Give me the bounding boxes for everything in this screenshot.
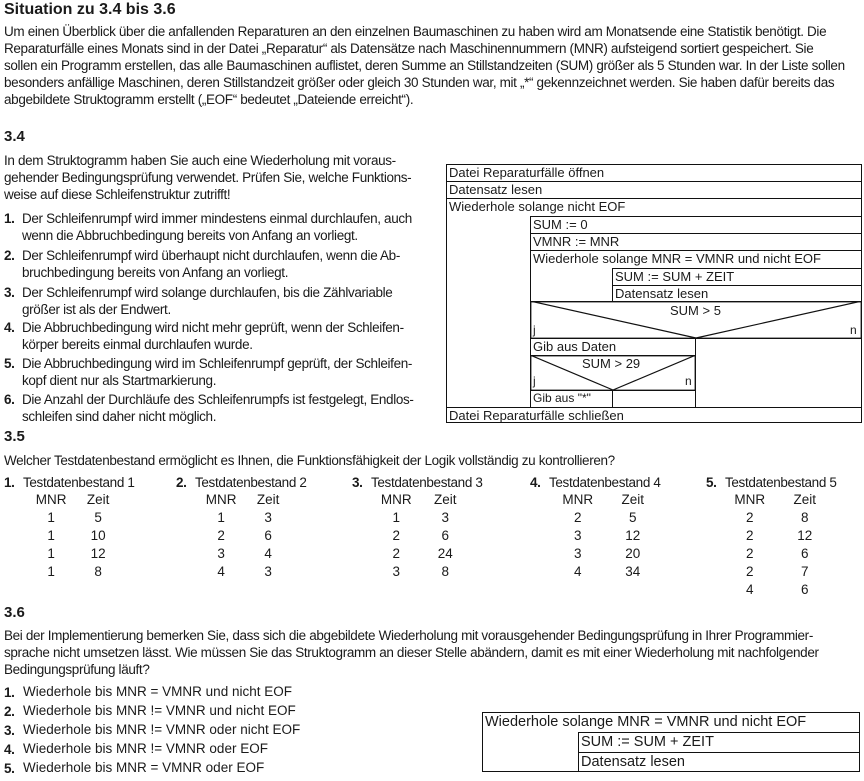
sg-close-file: Datei Reparaturfälle schließen [446, 407, 862, 423]
q34-option-4-line-1: Die Abbruchbedingung wird nicht mehr geprüft, wenn der Schleifen- [22, 320, 404, 335]
mnr-cell: 4 [573, 563, 582, 579]
set-5-number: 5. [706, 475, 717, 490]
zeit-cell: 8 [441, 563, 450, 579]
q36-option-2-number: 2. [4, 704, 15, 719]
zeit-cell: 24 [437, 545, 453, 561]
table-row [546, 544, 656, 562]
set-5-label: Testdatenbestand 5 [725, 475, 837, 490]
mnr-cell: 1 [47, 509, 55, 525]
sg-yes-label-2: j [533, 374, 536, 388]
table-row [718, 526, 828, 544]
q34-option-6-number: 6. [4, 392, 15, 407]
struktogramm [446, 164, 862, 423]
table-row [194, 508, 288, 526]
q34-option-1-number: 1. [4, 211, 15, 226]
q34-option-4-number: 4. [4, 320, 15, 335]
set-1-label: Testdatenbestand 1 [23, 475, 135, 490]
sg-sum-zero: SUM := 0 [530, 216, 862, 234]
heading-3-6: 3.6 [4, 604, 25, 621]
intro-line-3: sollen ein Programm erstellen, das alle Baumaschinen auflistet, deren Summe an Stillstandzeiten (SUM) größer als 5 Stunden war. In der Liste sollen [4, 58, 845, 73]
q34-question-3: weise auf diese Schleifenstruktur zutrifft! [4, 187, 231, 202]
zeit-cell: 34 [625, 563, 641, 579]
mnr-cell: 2 [573, 509, 582, 525]
zeit-cell: 3 [264, 509, 272, 525]
sg-vmnr-assign: VMNR := MNR [530, 233, 862, 251]
sg-star-empty [612, 390, 696, 408]
sg-empty-branch [695, 338, 862, 408]
mnr-cell: 3 [573, 545, 582, 561]
table-row [368, 562, 466, 580]
zeit-cell: 6 [441, 527, 450, 543]
zeit-cell: 10 [90, 527, 106, 543]
mnr-cell: 2 [745, 563, 754, 579]
q34-option-1-line-2: wenn die Abbruchbedingung bereits von Anfang an vorliegt. [22, 228, 358, 243]
mnr-cell: 4 [217, 563, 225, 579]
q36-option-3: Wiederhole bis MNR != VMNR oder nicht EOF [23, 722, 301, 737]
q36-option-4-number: 4. [4, 742, 15, 757]
zeit-cell: 3 [264, 563, 272, 579]
col-zeit: Zeit [86, 491, 110, 507]
sg-output-data: Gib aus Daten [530, 338, 696, 356]
sg-condition-sum-gt-5: SUM > 5 [670, 303, 721, 318]
zeit-cell: 8 [94, 563, 102, 579]
sg-sum-add: SUM := SUM + ZEIT [612, 268, 862, 286]
table-row [546, 526, 656, 544]
q34-option-6-line-2: schleifen sind daher nicht möglich. [22, 409, 217, 424]
set-3-label: Testdatenbestand 3 [371, 475, 483, 490]
sg-outer-loop-label: Wiederhole solange nicht EOF [449, 199, 626, 214]
table-row [24, 544, 118, 562]
q34-option-6-line-1: Die Anzahl der Durchläufe des Schleifenrumpfs ist festgelegt, Endlos- [22, 392, 414, 407]
zeit-cell: 6 [800, 581, 809, 597]
q34-option-5-line-1: Die Abbruchbedingung wird im Schleifenrumpf geprüft, der Schleifen- [22, 356, 413, 371]
q34-option-2-number: 2. [4, 248, 15, 263]
sg-inner-loop-label: Wiederhole solange MNR = VMNR und nicht EOF [533, 251, 821, 266]
q35-question: Welcher Testdatenbestand ermöglicht es Ihnen, die Funktionsfähigkeit der Logik vollständig zu kontrollieren? [4, 453, 615, 468]
zeit-cell: 20 [625, 545, 641, 561]
intro-line-2: Reparaturfälle eines Monats sind in der Datei „Reparatur“ als Datensätze nach Maschinennummern (MNR) aufsteigend sortiert gespeichert. Sie [4, 41, 814, 56]
q34-option-3-number: 3. [4, 285, 15, 300]
mnr-cell: 3 [217, 545, 225, 561]
set-1-number: 1. [4, 475, 15, 490]
q36-question-1: Bei der Implementierung bemerken Sie, dass sich die abgebildete Wiederholung mit vorausgehender Bedingungsprüfung in Ihrer Programmier- [4, 628, 813, 643]
set-2-number: 2. [176, 475, 187, 490]
mini-sum-add: SUM := SUM + ZEIT [578, 732, 860, 753]
mnr-cell: 1 [217, 509, 225, 525]
table-row [194, 526, 288, 544]
col-mnr: MNR [205, 491, 237, 507]
table-row [718, 544, 828, 562]
q34-option-4-line-2: körper bereits einmal durchlaufen wurde. [22, 337, 253, 352]
q34-option-2-line-1: Der Schleifenrumpf wird überhaupt nicht durchlaufen, wenn die Ab- [22, 248, 400, 263]
q36-option-1: Wiederhole bis MNR = VMNR und nicht EOF [23, 684, 292, 699]
mnr-cell: 2 [745, 509, 754, 525]
q34-option-5-number: 5. [4, 356, 15, 371]
sg-yes-label-1: j [533, 323, 536, 337]
col-mnr: MNR [35, 491, 67, 507]
table-row [546, 562, 656, 580]
q34-option-3-line-2: größer ist als der Endwert. [22, 302, 171, 317]
col-mnr: MNR [380, 491, 412, 507]
mnr-cell: 1 [47, 527, 55, 543]
zeit-cell: 12 [90, 545, 106, 561]
zeit-cell: 8 [800, 509, 809, 525]
sg-output-star: Gib aus "*" [530, 390, 613, 408]
q36-option-4: Wiederhole bis MNR != VMNR oder EOF [23, 741, 268, 756]
q34-question-2: gehender Bedingungsprüfung verwendet. Prüfen Sie, welche Funktions- [4, 170, 412, 185]
q34-option-5-line-2: kopf dient nur als Startmarkierung. [22, 373, 217, 388]
set-4-number: 4. [530, 475, 541, 490]
table-row [718, 562, 828, 580]
set-4-table [546, 490, 656, 580]
mnr-cell: 1 [47, 563, 55, 579]
col-zeit: Zeit [621, 491, 644, 507]
sg-read-record-inner: Datensatz lesen [612, 285, 862, 302]
heading-3-4: 3.4 [4, 128, 25, 145]
sg-no-label-2: n [685, 374, 692, 388]
zeit-cell: 5 [628, 509, 637, 525]
table-row [24, 526, 118, 544]
set-2-label: Testdatenbestand 2 [195, 475, 307, 490]
mnr-cell: 2 [745, 527, 754, 543]
zeit-cell: 5 [94, 509, 102, 525]
q36-option-3-number: 3. [4, 723, 15, 738]
set-2-table [194, 490, 288, 580]
zeit-cell: 6 [264, 527, 272, 543]
table-row [546, 508, 656, 526]
mnr-cell: 2 [217, 527, 225, 543]
table-row [24, 508, 118, 526]
set-1-table [24, 490, 118, 580]
mini-struktogramm [482, 712, 860, 772]
col-zeit: Zeit [793, 491, 816, 507]
col-mnr: MNR [562, 491, 594, 507]
sg-condition-sum-gt-29: SUM > 29 [582, 356, 641, 371]
zeit-cell: 4 [264, 545, 272, 561]
zeit-cell: 6 [800, 545, 809, 561]
mnr-cell: 1 [392, 509, 401, 525]
table-row [194, 544, 288, 562]
q34-option-2-line-2: bruchbedingung bereits von Anfang an vorliegt. [22, 265, 289, 280]
q34-question-1: In dem Struktogramm haben Sie auch eine Wiederholung mit voraus- [4, 153, 396, 168]
table-row [194, 562, 288, 580]
section-title: Situation zu 3.4 bis 3.6 [4, 1, 176, 18]
sg-no-label-1: n [850, 323, 857, 337]
set-4-label: Testdatenbestand 4 [549, 475, 661, 490]
table-row [718, 508, 828, 526]
q34-option-1-line-1: Der Schleifenrumpf wird immer mindestens einmal durchlaufen, auch [22, 211, 412, 226]
col-mnr: MNR [734, 491, 766, 507]
table-row [368, 508, 466, 526]
mnr-cell: 4 [745, 581, 754, 597]
zeit-cell: 7 [800, 563, 809, 579]
intro-line-1: Um einen Überblick über die anfallenden Reparaturen an den einzelnen Baumaschinen zu haben wird am Monatsende eine Statistik benötigt. Die [4, 24, 827, 39]
mnr-cell: 1 [47, 545, 55, 561]
mnr-cell: 2 [745, 545, 754, 561]
mnr-cell: 2 [392, 527, 401, 543]
set-5-table [718, 490, 828, 598]
q36-option-2: Wiederhole bis MNR != VMNR und nicht EOF [23, 703, 296, 718]
mini-loop-label: Wiederhole solange MNR = VMNR und nicht EOF [485, 714, 807, 730]
table-row [368, 544, 466, 562]
zeit-cell: 12 [625, 527, 641, 543]
col-zeit: Zeit [256, 491, 280, 507]
table-row [718, 580, 828, 598]
table-row [368, 526, 466, 544]
q36-question-3: Bedingungsprüfung läuft? [4, 662, 150, 677]
q36-option-5-number: 5. [4, 761, 15, 776]
zeit-cell: 3 [441, 509, 450, 525]
q36-option-5: Wiederhole bis MNR = VMNR oder EOF [23, 760, 265, 775]
mnr-cell: 2 [392, 545, 401, 561]
mini-read-record: Datensatz lesen [578, 752, 860, 772]
q34-option-3-line-1: Der Schleifenrumpf wird solange durchlaufen, bis die Zählvariable [22, 285, 393, 300]
sg-open-file: Datei Reparaturfälle öffnen [446, 164, 862, 182]
heading-3-5: 3.5 [4, 428, 25, 445]
intro-line-5: abgebildete Struktogramm erstellt („EOF“ bedeutet „Dateiende erreicht“). [4, 92, 414, 107]
q36-option-1-number: 1. [4, 685, 15, 700]
set-3-number: 3. [352, 475, 363, 490]
zeit-cell: 12 [797, 527, 813, 543]
col-zeit: Zeit [434, 491, 457, 507]
intro-line-4: besonders anfällige Maschinen, deren Stillstandzeit größer oder gleich 30 Stunden war, mit „*“ gekennzeichnet werden. Sie haben dafür bereits das [4, 75, 835, 90]
sg-read-record: Datensatz lesen [446, 181, 862, 199]
set-3-table [368, 490, 466, 580]
mnr-cell: 3 [573, 527, 582, 543]
q36-question-2: sprache nicht umsetzen lässt. Wie müssen Sie das Struktogramm an dieser Stelle abändern, damit es mit einer Wiederholung mit nachfolgender [4, 645, 819, 660]
table-row [24, 562, 118, 580]
mnr-cell: 3 [392, 563, 401, 579]
